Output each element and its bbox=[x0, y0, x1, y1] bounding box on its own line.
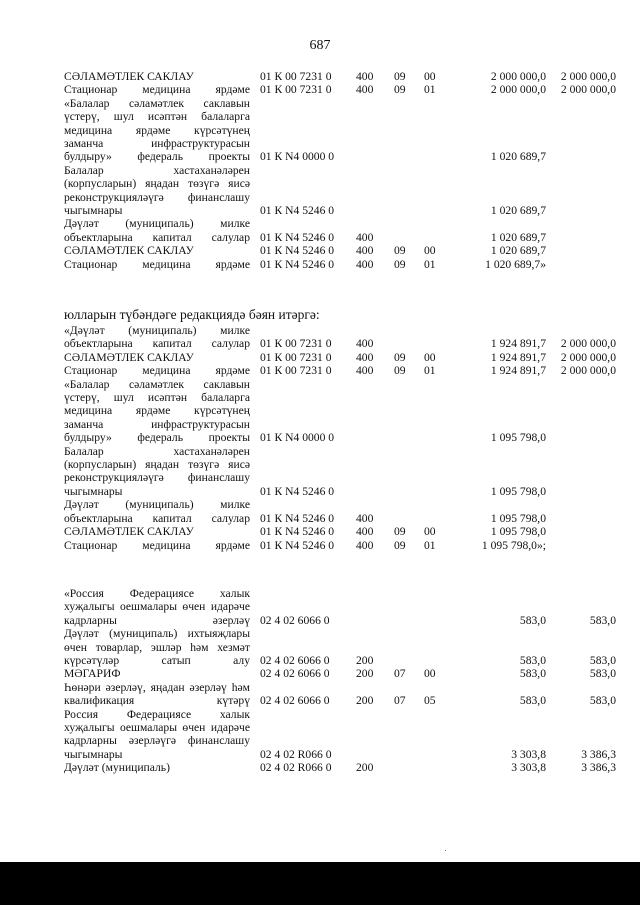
row-code: 01 К N4 5246 0 bbox=[260, 257, 335, 271]
row-code: 02 4 02 R066 0 bbox=[260, 761, 332, 775]
row-section: 09 bbox=[394, 83, 406, 97]
row-expense-type: 400 bbox=[356, 525, 374, 539]
row-value-1: 1 020 689,7 bbox=[490, 204, 546, 218]
row-value-1: 583,0 bbox=[519, 667, 546, 681]
row-name: Балалар хастаханәләрен (корпусларын) яңадан төзүгә яисә реконструкцияләүгә финанслашу чыгымнары bbox=[64, 163, 250, 218]
row-value-1: 1 095 798,0 bbox=[490, 525, 546, 539]
row-value-2: 2 000 000,0 bbox=[560, 70, 616, 83]
row-name: Россия Федерациясе халык хуҗалыгы оешмалары өчен идарәче кадрларны әзерләүгә финанслашу чыгымнары bbox=[64, 707, 250, 761]
row-name: МӘГАРИФ bbox=[64, 667, 121, 681]
row-value-1: 1 020 689,7» bbox=[485, 257, 546, 271]
row-code: 01 К N4 5246 0 bbox=[260, 538, 335, 552]
table-row bbox=[64, 708, 616, 762]
row-section: 09 bbox=[394, 525, 406, 539]
row-code: 02 4 02 6066 0 bbox=[260, 654, 330, 668]
row-value-2: 583,0 bbox=[589, 694, 616, 708]
row-expense-type: 400 bbox=[356, 364, 374, 378]
budget-table-section-3 bbox=[64, 587, 616, 775]
row-value-1: 1 095 798,0 bbox=[490, 431, 546, 445]
budget-table-section-2 bbox=[64, 307, 616, 552]
row-subsection: 00 bbox=[424, 350, 436, 364]
table-row bbox=[64, 164, 616, 218]
table-row bbox=[64, 364, 616, 377]
intro-text: юлларын түбәндәге редакциядә бәян итәргә: bbox=[64, 307, 320, 322]
row-code: 01 К N4 5246 0 bbox=[260, 230, 335, 244]
row-expense-type: 400 bbox=[356, 83, 374, 97]
row-section: 09 bbox=[394, 257, 406, 271]
row-code: 01 К 00 7231 0 bbox=[260, 364, 332, 378]
table-row bbox=[64, 667, 616, 680]
table-row bbox=[64, 244, 616, 257]
row-name: Дәүләт (муниципаль) милке объектларына капитал салулар bbox=[64, 498, 250, 525]
row-expense-type: 200 bbox=[356, 694, 374, 708]
row-subsection: 01 bbox=[424, 83, 436, 97]
row-code: 01 К N4 5246 0 bbox=[260, 511, 335, 525]
row-subsection: 01 bbox=[424, 364, 436, 378]
row-code: 01 К N4 5246 0 bbox=[260, 484, 335, 498]
row-value-1: 2 000 000,0 bbox=[490, 70, 546, 83]
row-code: 01 К N4 5246 0 bbox=[260, 525, 335, 539]
row-expense-type: 400 bbox=[356, 350, 374, 364]
row-expense-type: 200 bbox=[356, 761, 374, 775]
row-value-1: 1 924 891,7 bbox=[490, 350, 546, 364]
row-subsection: 01 bbox=[424, 257, 436, 271]
row-name: СӘЛАМӘТЛЕК САКЛАУ bbox=[64, 350, 194, 364]
row-value-1: 1 020 689,7 bbox=[490, 244, 546, 258]
row-code: 01 К 00 7231 0 bbox=[260, 70, 332, 83]
row-value-1: 2 000 000,0 bbox=[490, 83, 546, 97]
row-value-2: 583,0 bbox=[589, 654, 616, 668]
row-section: 07 bbox=[394, 694, 406, 708]
row-section: 07 bbox=[394, 667, 406, 681]
row-expense-type: 400 bbox=[356, 538, 374, 552]
row-subsection: 05 bbox=[424, 694, 436, 708]
table-row bbox=[64, 539, 616, 552]
row-name: «Дәүләт (муниципаль) милке объектларына капитал салулар bbox=[64, 324, 250, 351]
row-value-2: 2 000 000,0 bbox=[560, 364, 616, 378]
table-row bbox=[64, 627, 616, 667]
row-name: «Россия Федерациясе халык хуҗалыгы оешмалары өчен идарәче кадрларны әзерләү bbox=[64, 587, 250, 627]
table-row bbox=[64, 587, 616, 627]
table-row bbox=[64, 70, 616, 83]
table-row bbox=[64, 324, 616, 351]
table-row bbox=[64, 258, 616, 271]
row-code: 01 К N4 5246 0 bbox=[260, 204, 335, 218]
row-value-1: 1 924 891,7 bbox=[490, 337, 546, 351]
row-section: 09 bbox=[394, 244, 406, 258]
row-name: Стационар медицина ярдәме bbox=[64, 364, 250, 378]
row-value-2: 3 386,3 bbox=[581, 761, 616, 775]
table-row bbox=[64, 445, 616, 499]
row-name: СӘЛАМӘТЛЕК САКЛАУ bbox=[64, 244, 194, 258]
scan-bottom-edge bbox=[0, 862, 640, 905]
row-expense-type: 400 bbox=[356, 230, 374, 244]
row-name: Стационар медицина ярдәме bbox=[64, 83, 250, 97]
row-subsection: 00 bbox=[424, 70, 436, 83]
scan-speck bbox=[445, 850, 446, 851]
table-row bbox=[64, 681, 616, 708]
row-expense-type: 400 bbox=[356, 257, 374, 271]
row-code: 02 4 02 6066 0 bbox=[260, 667, 330, 681]
row-name: «Балалар сәламәтлек саклавын үстерү, шул исәптән балаларга медицина ярдәме күрсәтүнең заманча инфраструктурасын булдыру» федераль проекты bbox=[64, 96, 250, 164]
row-code: 02 4 02 6066 0 bbox=[260, 613, 330, 627]
row-expense-type: 200 bbox=[356, 654, 374, 668]
row-code: 01 К 00 7231 0 bbox=[260, 83, 332, 97]
row-value-1: 583,0 bbox=[519, 613, 546, 627]
row-code: 01 К 00 7231 0 bbox=[260, 350, 332, 364]
row-name: Дәүләт (муниципаль) милке объектларына капитал салулар bbox=[64, 217, 250, 244]
row-expense-type: 400 bbox=[356, 337, 374, 351]
table-row bbox=[64, 217, 616, 244]
row-value-1: 1 924 891,7 bbox=[490, 364, 546, 378]
row-name: СӘЛАМӘТЛЕК САКЛАУ bbox=[64, 70, 194, 83]
row-name: «Балалар сәламәтлек саклавын үстерү, шул исәптән балаларга медицина ярдәме күрсәтүнең заманча инфраструктурасын булдыру» федераль проекты bbox=[64, 377, 250, 445]
row-subsection: 00 bbox=[424, 667, 436, 681]
budget-table-section-1 bbox=[64, 70, 616, 271]
row-value-1: 1 020 689,7 bbox=[490, 230, 546, 244]
table-row bbox=[64, 498, 616, 525]
row-value-2: 583,0 bbox=[589, 613, 616, 627]
row-name: Стационар медицина ярдәме bbox=[64, 538, 250, 552]
row-value-1: 1 095 798,0 bbox=[490, 484, 546, 498]
table-row bbox=[64, 83, 616, 96]
row-code: 02 4 02 6066 0 bbox=[260, 694, 330, 708]
row-code: 01 К N4 5246 0 bbox=[260, 244, 335, 258]
row-value-2: 2 000 000,0 bbox=[560, 350, 616, 364]
table-row bbox=[64, 525, 616, 538]
row-section: 09 bbox=[394, 350, 406, 364]
row-name: Дәүләт (муниципаль) bbox=[64, 761, 170, 775]
row-name: Дәүләт (муниципаль) ихтыяҗлары өчен товарлар, эшләр һәм хезмәт күрсәтүләр сатып алу bbox=[64, 627, 250, 668]
row-name: Балалар хастаханәләрен (корпусларын) яңадан төзүгә яисә реконструкцияләүгә финанслашу чыгымнары bbox=[64, 444, 250, 498]
row-section: 09 bbox=[394, 70, 406, 83]
row-expense-type: 400 bbox=[356, 511, 374, 525]
page-number: 687 bbox=[309, 38, 331, 53]
table-row bbox=[64, 97, 616, 164]
row-section: 09 bbox=[394, 538, 406, 552]
row-subsection: 00 bbox=[424, 525, 436, 539]
row-expense-type: 400 bbox=[356, 70, 374, 83]
row-name: Стационар медицина ярдәме bbox=[64, 257, 250, 271]
table-row bbox=[64, 351, 616, 364]
table-row bbox=[64, 761, 616, 774]
row-value-2: 2 000 000,0 bbox=[560, 337, 616, 351]
row-subsection: 01 bbox=[424, 538, 436, 552]
row-code: 02 4 02 R066 0 bbox=[260, 747, 332, 761]
row-value-1: 1 095 798,0»; bbox=[481, 538, 546, 552]
row-value-1: 1 095 798,0 bbox=[490, 511, 546, 525]
table-row bbox=[64, 378, 616, 445]
row-code: 01 К N4 0000 0 bbox=[260, 431, 335, 445]
row-expense-type: 200 bbox=[356, 667, 374, 681]
row-subsection: 00 bbox=[424, 244, 436, 258]
row-value-1: 1 020 689,7 bbox=[490, 150, 546, 164]
row-value-1: 3 303,8 bbox=[511, 761, 546, 775]
row-value-2: 583,0 bbox=[589, 667, 616, 681]
row-value-1: 3 303,8 bbox=[511, 747, 546, 761]
row-value-2: 3 386,3 bbox=[581, 747, 616, 761]
row-value-1: 583,0 bbox=[519, 694, 546, 708]
row-name: СӘЛАМӘТЛЕК САКЛАУ bbox=[64, 525, 194, 539]
row-expense-type: 400 bbox=[356, 244, 374, 258]
row-code: 01 К N4 0000 0 bbox=[260, 150, 335, 164]
row-code: 01 К 00 7231 0 bbox=[260, 337, 332, 351]
row-value-1: 583,0 bbox=[519, 654, 546, 668]
row-value-2: 2 000 000,0 bbox=[560, 83, 616, 97]
row-name: Һөнәри әзерләү, яңадан әзерләү һәм квалификация күтәрү bbox=[64, 680, 250, 708]
row-section: 09 bbox=[394, 364, 406, 378]
